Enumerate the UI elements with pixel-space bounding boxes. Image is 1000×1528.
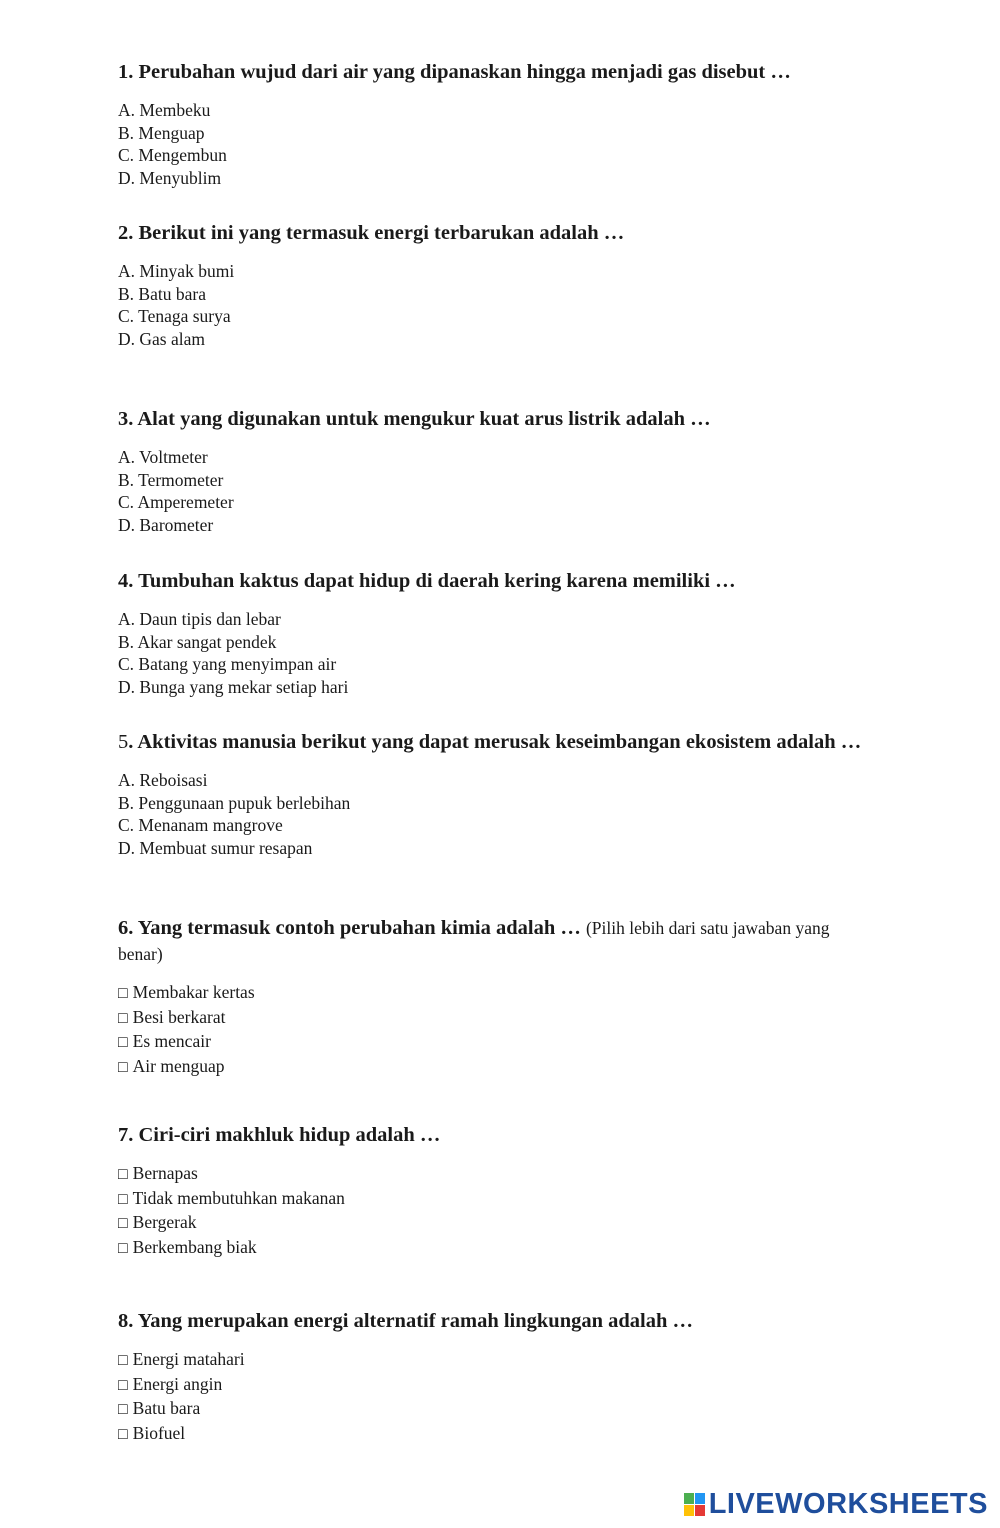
checkbox-icon[interactable]: □ bbox=[118, 1009, 128, 1027]
checkbox-icon[interactable]: □ bbox=[118, 1190, 128, 1208]
question-7-title: 7. Ciri-ciri makhluk hidup adalah … bbox=[118, 1124, 441, 1146]
question-1-option-c[interactable]: C. Mengembun bbox=[118, 145, 227, 166]
question-5-option-c[interactable]: C. Menanam mangrove bbox=[118, 815, 283, 836]
option-label: Air menguap bbox=[132, 1056, 225, 1077]
question-6 bbox=[118, 915, 878, 1080]
question-5-text: . Aktivitas manusia berikut yang dapat merusak keseimbangan ekosistem adalah … bbox=[128, 731, 862, 753]
question-4-option-a[interactable]: A. Daun tipis dan lebar bbox=[118, 609, 281, 629]
question-2 bbox=[118, 220, 878, 351]
question-2-option-b[interactable]: B. Batu bara bbox=[118, 283, 206, 304]
question-2-option-d[interactable]: D. Gas alam bbox=[118, 329, 205, 350]
question-1-option-d[interactable]: D. Menyublim bbox=[118, 168, 222, 189]
question-1-option-b[interactable]: B. Menguap bbox=[118, 122, 205, 143]
question-8-option-3[interactable] bbox=[118, 1397, 878, 1422]
option-label: Membakar kertas bbox=[132, 982, 255, 1002]
checkbox-icon[interactable]: □ bbox=[118, 1215, 128, 1233]
checkbox-icon[interactable]: □ bbox=[118, 1352, 128, 1369]
question-6-title bbox=[118, 915, 878, 967]
checkbox-icon[interactable]: □ bbox=[118, 1166, 128, 1183]
checkbox-icon[interactable]: □ bbox=[118, 1240, 128, 1258]
brand-text: LIVEWORKSHEETS bbox=[708, 1488, 988, 1520]
checkbox-icon[interactable]: □ bbox=[118, 985, 128, 1002]
checkbox-icon[interactable]: □ bbox=[118, 1059, 128, 1077]
question-4-title: 4. Tumbuhan kaktus dapat hidup di daerah kering karena memiliki … bbox=[118, 570, 736, 592]
question-3-option-a[interactable]: A. Voltmeter bbox=[118, 447, 208, 467]
checkbox-icon[interactable]: □ bbox=[118, 1401, 128, 1419]
question-6-option-2[interactable] bbox=[118, 1006, 878, 1031]
question-3-option-c[interactable]: C. Amperemeter bbox=[118, 492, 234, 513]
question-8 bbox=[118, 1308, 878, 1447]
checkbox-icon[interactable]: □ bbox=[118, 1376, 128, 1394]
question-8-title: 8. Yang merupakan energi alternatif ramah lingkungan adalah … bbox=[118, 1310, 694, 1332]
question-7-option-2[interactable] bbox=[118, 1187, 878, 1212]
question-6-note: (Pilih lebih dari satu jawaban yang benar) bbox=[118, 918, 830, 964]
question-8-option-4[interactable] bbox=[118, 1422, 878, 1447]
question-4-option-d[interactable]: D. Bunga yang mekar setiap hari bbox=[118, 677, 349, 698]
question-7 bbox=[118, 1122, 878, 1261]
option-label: Berkembang biak bbox=[132, 1237, 257, 1258]
question-5-option-b[interactable]: B. Penggunaan pupuk berlebihan bbox=[118, 792, 351, 813]
liveworksheets-watermark bbox=[684, 1488, 988, 1521]
option-label: Besi berkarat bbox=[132, 1006, 226, 1027]
option-label: Tidak membutuhkan makanan bbox=[132, 1187, 345, 1208]
question-5-number: 5 bbox=[118, 731, 129, 753]
question-4-option-c[interactable]: C. Batang yang menyimpan air bbox=[118, 654, 337, 675]
question-3 bbox=[118, 406, 878, 537]
question-1 bbox=[118, 59, 878, 190]
question-2-option-a[interactable]: A. Minyak bumi bbox=[118, 261, 235, 281]
question-4-option-b[interactable]: B. Akar sangat pendek bbox=[118, 631, 277, 652]
question-6-option-3[interactable] bbox=[118, 1030, 878, 1055]
checkbox-icon[interactable]: □ bbox=[118, 1034, 128, 1052]
option-label: Energi matahari bbox=[132, 1349, 245, 1369]
question-1-title: 1. Perubahan wujud dari air yang dipanaskan hingga menjadi gas disebut … bbox=[118, 61, 791, 83]
question-2-title: 2. Berikut ini yang termasuk energi terbarukan adalah … bbox=[118, 222, 625, 244]
question-6-text: 6. Yang termasuk contoh perubahan kimia adalah … bbox=[118, 917, 581, 939]
question-3-title: 3. Alat yang digunakan untuk mengukur kuat arus listrik adalah … bbox=[118, 408, 711, 430]
option-label: Biofuel bbox=[132, 1423, 186, 1444]
question-7-option-4[interactable] bbox=[118, 1236, 878, 1261]
question-8-option-2[interactable] bbox=[118, 1373, 878, 1398]
option-label: Energi angin bbox=[132, 1373, 223, 1394]
question-1-option-a[interactable]: A. Membeku bbox=[118, 100, 211, 120]
question-8-option-1[interactable] bbox=[118, 1348, 878, 1373]
logo-square-3 bbox=[684, 1505, 694, 1516]
question-5 bbox=[118, 729, 878, 860]
question-4 bbox=[118, 568, 878, 699]
question-5-option-d[interactable]: D. Membuat sumur resapan bbox=[118, 838, 313, 859]
option-label: Batu bara bbox=[132, 1398, 201, 1419]
liveworksheets-logo-icon bbox=[684, 1493, 705, 1516]
option-label: Es mencair bbox=[132, 1031, 211, 1052]
question-7-option-3[interactable] bbox=[118, 1211, 878, 1236]
question-3-option-d[interactable]: D. Barometer bbox=[118, 515, 214, 536]
option-label: Bergerak bbox=[132, 1212, 197, 1233]
logo-square-2 bbox=[695, 1493, 705, 1504]
logo-square-1 bbox=[684, 1493, 694, 1504]
question-6-option-1[interactable] bbox=[118, 981, 878, 1006]
logo-square-4 bbox=[695, 1505, 705, 1516]
question-5-option-a[interactable]: A. Reboisasi bbox=[118, 770, 208, 790]
question-7-option-1[interactable] bbox=[118, 1162, 878, 1187]
question-2-option-c[interactable]: C. Tenaga surya bbox=[118, 306, 231, 327]
question-6-option-4[interactable] bbox=[118, 1055, 878, 1080]
question-5-title bbox=[118, 729, 878, 755]
checkbox-icon[interactable]: □ bbox=[118, 1426, 128, 1444]
question-3-option-b[interactable]: B. Termometer bbox=[118, 469, 224, 490]
option-label: Bernapas bbox=[132, 1163, 198, 1183]
